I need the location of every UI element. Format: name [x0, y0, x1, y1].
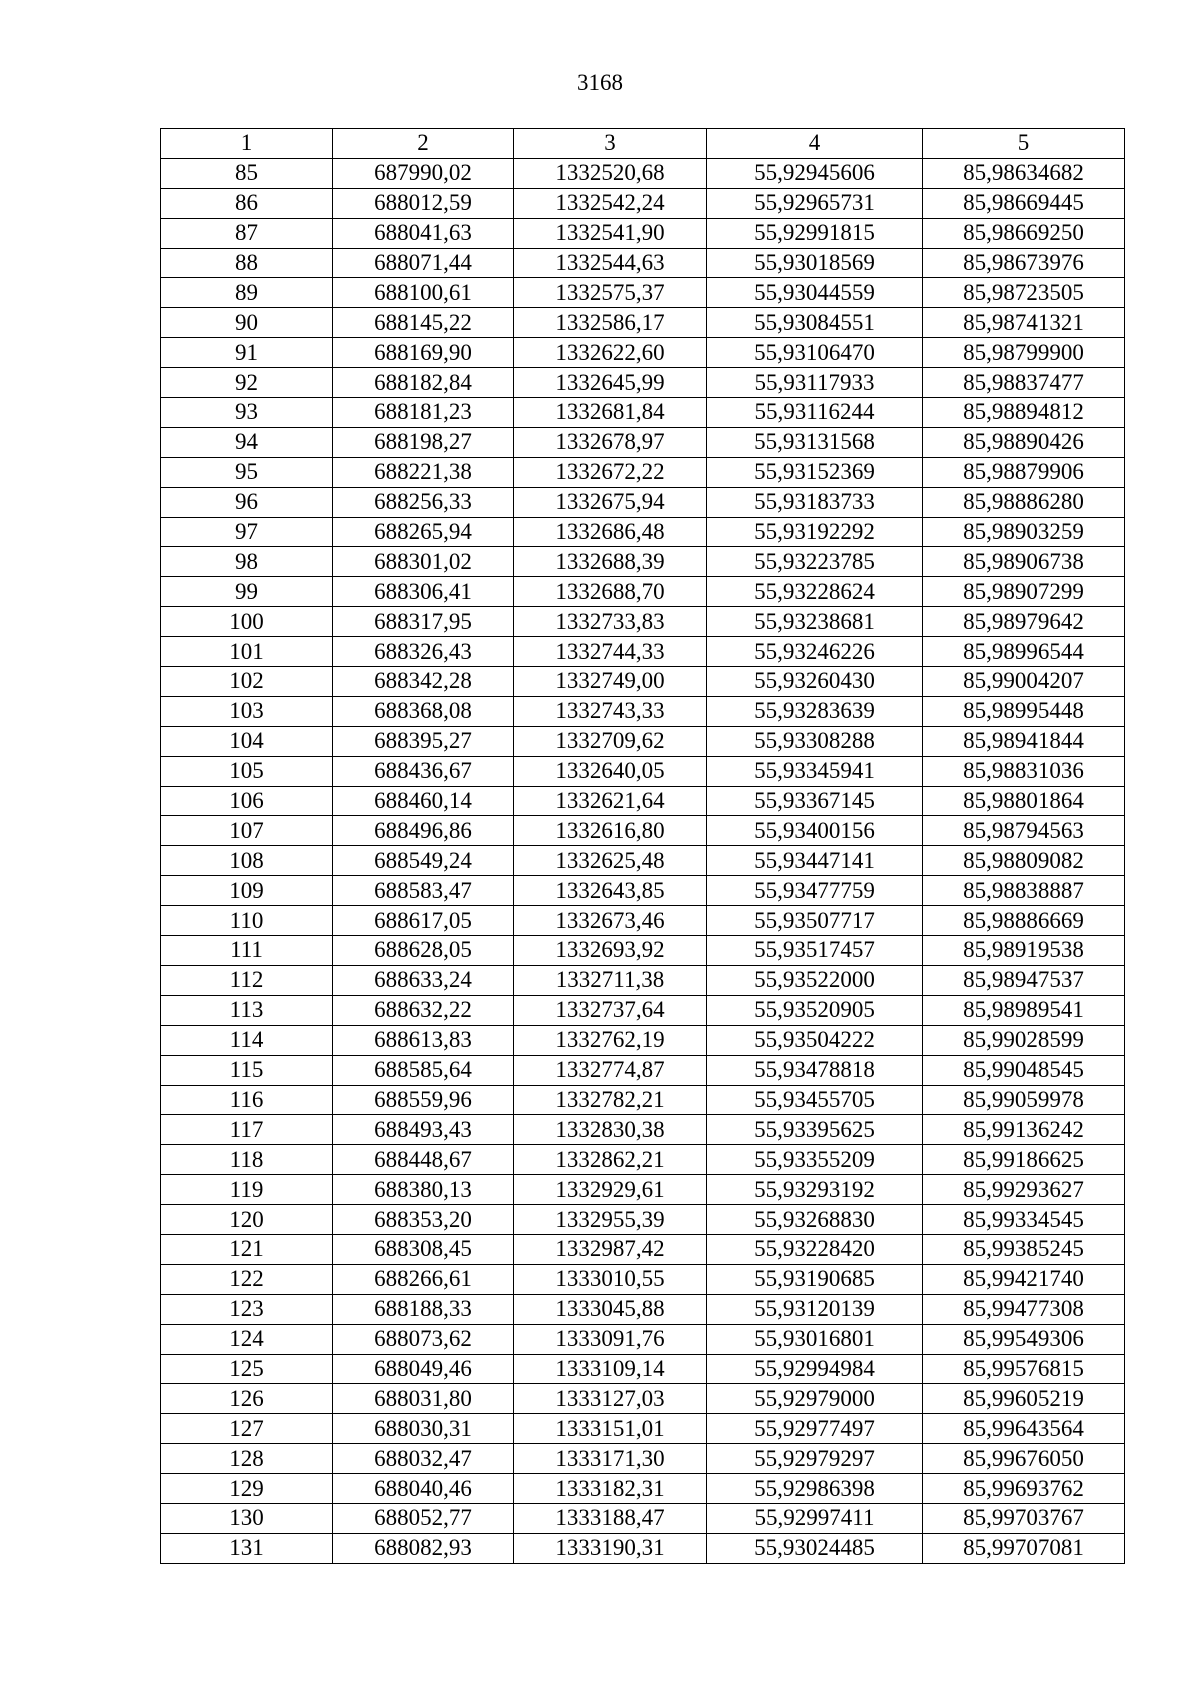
table-cell-col-5: 85,99004207	[923, 667, 1125, 697]
table-cell-col-3: 1332681,84	[514, 398, 707, 428]
table-cell-col-3: 1332575,37	[514, 278, 707, 308]
table-cell-col-5: 85,99293627	[923, 1175, 1125, 1205]
table-cell-col-5: 85,98979642	[923, 607, 1125, 637]
table-row	[161, 1503, 1125, 1533]
table-cell-col-5: 85,99136242	[923, 1115, 1125, 1145]
table-cell-col-1: 97	[161, 517, 333, 547]
table-row	[161, 278, 1125, 308]
table-cell-col-2: 688082,93	[333, 1533, 514, 1563]
table-cell-col-2: 688182,84	[333, 368, 514, 398]
table-cell-col-4: 55,93228624	[707, 577, 923, 607]
table-cell-col-5: 85,98919538	[923, 936, 1125, 966]
table-cell-col-5: 85,98801864	[923, 786, 1125, 816]
table-row	[161, 1234, 1125, 1264]
table-cell-col-4: 55,93520905	[707, 995, 923, 1025]
table-cell-col-3: 1333109,14	[514, 1354, 707, 1384]
table-row	[161, 1474, 1125, 1504]
table-cell-col-1: 109	[161, 876, 333, 906]
table-cell-col-1: 90	[161, 308, 333, 338]
column-header-1: 1	[161, 129, 333, 159]
table-cell-col-4: 55,93238681	[707, 607, 923, 637]
table-cell-col-2: 688145,22	[333, 308, 514, 338]
table-cell-col-3: 1332782,21	[514, 1085, 707, 1115]
table-cell-col-4: 55,93367145	[707, 786, 923, 816]
table-cell-col-4: 55,93283639	[707, 696, 923, 726]
table-cell-col-1: 88	[161, 248, 333, 278]
table-cell-col-4: 55,93477759	[707, 876, 923, 906]
table-cell-col-3: 1332688,70	[514, 577, 707, 607]
table-cell-col-5: 85,99059978	[923, 1085, 1125, 1115]
table-row	[161, 1085, 1125, 1115]
table-cell-col-5: 85,99334545	[923, 1205, 1125, 1235]
table-cell-col-4: 55,93024485	[707, 1533, 923, 1563]
table-cell-col-2: 688585,64	[333, 1055, 514, 1085]
coordinates-table	[160, 128, 1125, 1564]
table-cell-col-2: 688012,59	[333, 188, 514, 218]
table-cell-col-1: 116	[161, 1085, 333, 1115]
table-cell-col-1: 99	[161, 577, 333, 607]
table-row	[161, 1145, 1125, 1175]
table-cell-col-5: 85,98741321	[923, 308, 1125, 338]
table-row	[161, 936, 1125, 966]
table-cell-col-4: 55,92965731	[707, 188, 923, 218]
table-cell-col-2: 688317,95	[333, 607, 514, 637]
table-cell-col-2: 688266,61	[333, 1264, 514, 1294]
table-cell-col-2: 688633,24	[333, 965, 514, 995]
table-row	[161, 1324, 1125, 1354]
table-cell-col-2: 688326,43	[333, 637, 514, 667]
table-cell-col-1: 128	[161, 1444, 333, 1474]
table-cell-col-5: 85,99549306	[923, 1324, 1125, 1354]
table-row	[161, 188, 1125, 218]
table-cell-col-1: 112	[161, 965, 333, 995]
table-row	[161, 368, 1125, 398]
table-cell-col-5: 85,98794563	[923, 816, 1125, 846]
table-cell-col-5: 85,98903259	[923, 517, 1125, 547]
table-cell-col-1: 122	[161, 1264, 333, 1294]
table-row	[161, 1175, 1125, 1205]
table-cell-col-2: 688308,45	[333, 1234, 514, 1264]
table-cell-col-1: 124	[161, 1324, 333, 1354]
table-cell-col-2: 688188,33	[333, 1294, 514, 1324]
table-cell-col-3: 1332625,48	[514, 846, 707, 876]
table-row	[161, 607, 1125, 637]
table-cell-col-4: 55,93018569	[707, 248, 923, 278]
table-cell-col-3: 1332688,39	[514, 547, 707, 577]
table-cell-col-1: 118	[161, 1145, 333, 1175]
table-cell-col-4: 55,93308288	[707, 726, 923, 756]
table-cell-col-3: 1332711,38	[514, 965, 707, 995]
column-header-3: 3	[514, 129, 707, 159]
table-cell-col-3: 1332862,21	[514, 1145, 707, 1175]
table-cell-col-4: 55,93228420	[707, 1234, 923, 1264]
table-cell-col-4: 55,93517457	[707, 936, 923, 966]
table-cell-col-2: 688256,33	[333, 487, 514, 517]
table-cell-col-2: 688032,47	[333, 1444, 514, 1474]
table-cell-col-1: 102	[161, 667, 333, 697]
table-cell-col-2: 688030,31	[333, 1414, 514, 1444]
table-cell-col-4: 55,93246226	[707, 637, 923, 667]
table-cell-col-2: 688100,61	[333, 278, 514, 308]
table-cell-col-4: 55,93395625	[707, 1115, 923, 1145]
table-cell-col-5: 85,98996544	[923, 637, 1125, 667]
table-cell-col-2: 688041,63	[333, 218, 514, 248]
table-cell-col-3: 1332744,33	[514, 637, 707, 667]
table-row	[161, 457, 1125, 487]
table-cell-col-3: 1332733,83	[514, 607, 707, 637]
table-row	[161, 876, 1125, 906]
table-row	[161, 1055, 1125, 1085]
table-cell-col-5: 85,99048545	[923, 1055, 1125, 1085]
column-header-5: 5	[923, 129, 1125, 159]
table-cell-col-2: 687990,02	[333, 158, 514, 188]
table-cell-col-4: 55,92977497	[707, 1414, 923, 1444]
table-cell-col-4: 55,93044559	[707, 278, 923, 308]
table-cell-col-5: 85,98947537	[923, 965, 1125, 995]
table-cell-col-4: 55,92991815	[707, 218, 923, 248]
table-cell-col-4: 55,93504222	[707, 1025, 923, 1055]
table-cell-col-4: 55,93293192	[707, 1175, 923, 1205]
table-cell-col-2: 688549,24	[333, 846, 514, 876]
table-cell-col-1: 86	[161, 188, 333, 218]
table-cell-col-5: 85,98941844	[923, 726, 1125, 756]
table-cell-col-3: 1333182,31	[514, 1474, 707, 1504]
table-cell-col-3: 1332955,39	[514, 1205, 707, 1235]
table-row	[161, 517, 1125, 547]
table-cell-col-2: 688342,28	[333, 667, 514, 697]
table-cell-col-4: 55,92997411	[707, 1503, 923, 1533]
table-row	[161, 547, 1125, 577]
table-cell-col-4: 55,93120139	[707, 1294, 923, 1324]
table-cell-col-3: 1332672,22	[514, 457, 707, 487]
table-body	[161, 158, 1125, 1563]
table-cell-col-1: 123	[161, 1294, 333, 1324]
table-cell-col-4: 55,93152369	[707, 457, 923, 487]
table-cell-col-1: 121	[161, 1234, 333, 1264]
table-cell-col-5: 85,99693762	[923, 1474, 1125, 1504]
table-cell-col-4: 55,92979297	[707, 1444, 923, 1474]
table-cell-col-3: 1333010,55	[514, 1264, 707, 1294]
table-cell-col-1: 87	[161, 218, 333, 248]
table-cell-col-5: 85,98906738	[923, 547, 1125, 577]
table-cell-col-1: 110	[161, 906, 333, 936]
table-cell-col-4: 55,93447141	[707, 846, 923, 876]
table-cell-col-2: 688632,22	[333, 995, 514, 1025]
table-cell-col-1: 119	[161, 1175, 333, 1205]
table-cell-col-4: 55,93260430	[707, 667, 923, 697]
table-cell-col-2: 688617,05	[333, 906, 514, 936]
table-header	[161, 129, 1125, 159]
table-cell-col-2: 688052,77	[333, 1503, 514, 1533]
table-cell-col-3: 1332616,80	[514, 816, 707, 846]
table-cell-col-4: 55,93084551	[707, 308, 923, 338]
table-cell-col-5: 85,98837477	[923, 368, 1125, 398]
table-cell-col-3: 1333151,01	[514, 1414, 707, 1444]
table-cell-col-1: 108	[161, 846, 333, 876]
table-cell-col-5: 85,99576815	[923, 1354, 1125, 1384]
column-header-4: 4	[707, 129, 923, 159]
table-row	[161, 1025, 1125, 1055]
table-cell-col-2: 688395,27	[333, 726, 514, 756]
table-cell-col-3: 1332774,87	[514, 1055, 707, 1085]
table-cell-col-1: 85	[161, 158, 333, 188]
table-row	[161, 667, 1125, 697]
table-row	[161, 248, 1125, 278]
table-cell-col-5: 85,98890426	[923, 427, 1125, 457]
table-cell-col-3: 1332643,85	[514, 876, 707, 906]
table-cell-col-2: 688583,47	[333, 876, 514, 906]
table-cell-col-2: 688071,44	[333, 248, 514, 278]
table-row	[161, 1205, 1125, 1235]
table-row	[161, 1294, 1125, 1324]
table-cell-col-1: 126	[161, 1384, 333, 1414]
table-cell-col-4: 55,93192292	[707, 517, 923, 547]
table-cell-col-1: 106	[161, 786, 333, 816]
table-cell-col-3: 1332622,60	[514, 338, 707, 368]
table-row	[161, 726, 1125, 756]
table-cell-col-4: 55,93355209	[707, 1145, 923, 1175]
table-cell-col-5: 85,98809082	[923, 846, 1125, 876]
table-cell-col-1: 115	[161, 1055, 333, 1085]
table-row	[161, 338, 1125, 368]
table-cell-col-2: 688559,96	[333, 1085, 514, 1115]
table-row	[161, 1354, 1125, 1384]
table-cell-col-2: 688306,41	[333, 577, 514, 607]
table-row	[161, 756, 1125, 786]
table-cell-col-5: 85,99707081	[923, 1533, 1125, 1563]
table-row	[161, 427, 1125, 457]
table-cell-col-3: 1332678,97	[514, 427, 707, 457]
table-cell-col-3: 1332542,24	[514, 188, 707, 218]
table-cell-col-2: 688301,02	[333, 547, 514, 577]
table-cell-col-2: 688031,80	[333, 1384, 514, 1414]
table-cell-col-3: 1332749,00	[514, 667, 707, 697]
table-cell-col-5: 85,98673976	[923, 248, 1125, 278]
table-cell-col-5: 85,98886280	[923, 487, 1125, 517]
table-cell-col-4: 55,93507717	[707, 906, 923, 936]
table-cell-col-1: 130	[161, 1503, 333, 1533]
table-cell-col-2: 688493,43	[333, 1115, 514, 1145]
table-cell-col-3: 1332645,99	[514, 368, 707, 398]
table-cell-col-3: 1332987,42	[514, 1234, 707, 1264]
table-cell-col-1: 111	[161, 936, 333, 966]
table-row	[161, 696, 1125, 726]
table-row	[161, 846, 1125, 876]
table-row	[161, 906, 1125, 936]
table-cell-col-5: 85,98989541	[923, 995, 1125, 1025]
table-cell-col-5: 85,99028599	[923, 1025, 1125, 1055]
table-cell-col-3: 1332737,64	[514, 995, 707, 1025]
table-cell-col-3: 1332640,05	[514, 756, 707, 786]
table-cell-col-1: 91	[161, 338, 333, 368]
table-cell-col-2: 688496,86	[333, 816, 514, 846]
table-cell-col-4: 55,93478818	[707, 1055, 923, 1085]
table-row	[161, 786, 1125, 816]
table-row	[161, 158, 1125, 188]
table-cell-col-5: 85,99421740	[923, 1264, 1125, 1294]
table-row	[161, 398, 1125, 428]
table-cell-col-2: 688221,38	[333, 457, 514, 487]
table-cell-col-2: 688040,46	[333, 1474, 514, 1504]
table-cell-col-1: 131	[161, 1533, 333, 1563]
table-cell-col-1: 129	[161, 1474, 333, 1504]
table-cell-col-4: 55,93190685	[707, 1264, 923, 1294]
table-cell-col-3: 1333188,47	[514, 1503, 707, 1533]
column-header-2: 2	[333, 129, 514, 159]
table-cell-col-3: 1332520,68	[514, 158, 707, 188]
table-cell-col-5: 85,99643564	[923, 1414, 1125, 1444]
page-number: 3168	[577, 70, 623, 95]
table-cell-col-1: 107	[161, 816, 333, 846]
table-cell-col-2: 688436,67	[333, 756, 514, 786]
table-cell-col-4: 55,93131568	[707, 427, 923, 457]
table-cell-col-2: 688181,23	[333, 398, 514, 428]
table-cell-col-1: 103	[161, 696, 333, 726]
table-cell-col-3: 1333091,76	[514, 1324, 707, 1354]
table-cell-col-3: 1332541,90	[514, 218, 707, 248]
table-cell-col-1: 125	[161, 1354, 333, 1384]
table-row	[161, 637, 1125, 667]
table-cell-col-2: 688460,14	[333, 786, 514, 816]
table-cell-col-5: 85,99385245	[923, 1234, 1125, 1264]
table-cell-col-5: 85,98838887	[923, 876, 1125, 906]
table-cell-col-3: 1332621,64	[514, 786, 707, 816]
table-cell-col-3: 1332544,63	[514, 248, 707, 278]
table-cell-col-2: 688265,94	[333, 517, 514, 547]
table-cell-col-5: 85,98669445	[923, 188, 1125, 218]
table-cell-col-1: 101	[161, 637, 333, 667]
table-cell-col-5: 85,98995448	[923, 696, 1125, 726]
table-cell-col-3: 1333127,03	[514, 1384, 707, 1414]
table-cell-col-3: 1333045,88	[514, 1294, 707, 1324]
table-cell-col-1: 89	[161, 278, 333, 308]
table-row	[161, 816, 1125, 846]
table-row	[161, 577, 1125, 607]
table-cell-col-5: 85,99605219	[923, 1384, 1125, 1414]
table-cell-col-4: 55,93268830	[707, 1205, 923, 1235]
table-row	[161, 1264, 1125, 1294]
table-cell-col-4: 55,93345941	[707, 756, 923, 786]
table-cell-col-2: 688368,08	[333, 696, 514, 726]
table-cell-col-1: 104	[161, 726, 333, 756]
table-row	[161, 1115, 1125, 1145]
table-cell-col-1: 105	[161, 756, 333, 786]
table-cell-col-4: 55,93016801	[707, 1324, 923, 1354]
table-row	[161, 1384, 1125, 1414]
table-cell-col-4: 55,93183733	[707, 487, 923, 517]
table-cell-col-2: 688628,05	[333, 936, 514, 966]
table-cell-col-1: 117	[161, 1115, 333, 1145]
table-cell-col-1: 92	[161, 368, 333, 398]
table-cell-col-3: 1332686,48	[514, 517, 707, 547]
table-row	[161, 308, 1125, 338]
table-cell-col-1: 120	[161, 1205, 333, 1235]
table-cell-col-5: 85,98831036	[923, 756, 1125, 786]
table-cell-col-3: 1332586,17	[514, 308, 707, 338]
table-cell-col-5: 85,98886669	[923, 906, 1125, 936]
table-cell-col-3: 1332743,33	[514, 696, 707, 726]
table-cell-col-3: 1332673,46	[514, 906, 707, 936]
table-cell-col-5: 85,98799900	[923, 338, 1125, 368]
table-cell-col-4: 55,93400156	[707, 816, 923, 846]
table-cell-col-1: 127	[161, 1414, 333, 1444]
table-cell-col-1: 114	[161, 1025, 333, 1055]
table-row	[161, 965, 1125, 995]
table-cell-col-4: 55,93223785	[707, 547, 923, 577]
table-cell-col-4: 55,92979000	[707, 1384, 923, 1414]
table-cell-col-3: 1333190,31	[514, 1533, 707, 1563]
table-cell-col-4: 55,92945606	[707, 158, 923, 188]
table-cell-col-2: 688169,90	[333, 338, 514, 368]
table-cell-col-2: 688380,13	[333, 1175, 514, 1205]
table-cell-col-1: 94	[161, 427, 333, 457]
table-cell-col-5: 85,99703767	[923, 1503, 1125, 1533]
table-cell-col-1: 96	[161, 487, 333, 517]
table-cell-col-1: 113	[161, 995, 333, 1025]
table-cell-col-5: 85,98723505	[923, 278, 1125, 308]
table-cell-col-5: 85,98634682	[923, 158, 1125, 188]
table-cell-col-1: 95	[161, 457, 333, 487]
table-cell-col-3: 1332709,62	[514, 726, 707, 756]
table-row	[161, 995, 1125, 1025]
table-cell-col-5: 85,99186625	[923, 1145, 1125, 1175]
table-cell-col-5: 85,99676050	[923, 1444, 1125, 1474]
table-cell-col-4: 55,93116244	[707, 398, 923, 428]
table-cell-col-3: 1333171,30	[514, 1444, 707, 1474]
table-cell-col-4: 55,93455705	[707, 1085, 923, 1115]
table-cell-col-3: 1332762,19	[514, 1025, 707, 1055]
table-row	[161, 1414, 1125, 1444]
table-cell-col-5: 85,98907299	[923, 577, 1125, 607]
table-row	[161, 487, 1125, 517]
table-cell-col-1: 98	[161, 547, 333, 577]
table-cell-col-1: 93	[161, 398, 333, 428]
table-cell-col-3: 1332693,92	[514, 936, 707, 966]
table-cell-col-3: 1332830,38	[514, 1115, 707, 1145]
table-cell-col-4: 55,92986398	[707, 1474, 923, 1504]
table-cell-col-1: 100	[161, 607, 333, 637]
table-cell-col-4: 55,93522000	[707, 965, 923, 995]
header-row	[161, 129, 1125, 159]
table-cell-col-3: 1332929,61	[514, 1175, 707, 1205]
table-cell-col-2: 688353,20	[333, 1205, 514, 1235]
table-cell-col-5: 85,98879906	[923, 457, 1125, 487]
table-cell-col-5: 85,99477308	[923, 1294, 1125, 1324]
table-cell-col-4: 55,93106470	[707, 338, 923, 368]
table-cell-col-2: 688049,46	[333, 1354, 514, 1384]
table-cell-col-5: 85,98894812	[923, 398, 1125, 428]
table-cell-col-4: 55,92994984	[707, 1354, 923, 1384]
table-cell-col-2: 688073,62	[333, 1324, 514, 1354]
table-cell-col-2: 688448,67	[333, 1145, 514, 1175]
table-cell-col-4: 55,93117933	[707, 368, 923, 398]
table-cell-col-2: 688613,83	[333, 1025, 514, 1055]
table-row	[161, 218, 1125, 248]
table-cell-col-2: 688198,27	[333, 427, 514, 457]
table-row	[161, 1444, 1125, 1474]
table-cell-col-5: 85,98669250	[923, 218, 1125, 248]
table-cell-col-3: 1332675,94	[514, 487, 707, 517]
table-row	[161, 1533, 1125, 1563]
